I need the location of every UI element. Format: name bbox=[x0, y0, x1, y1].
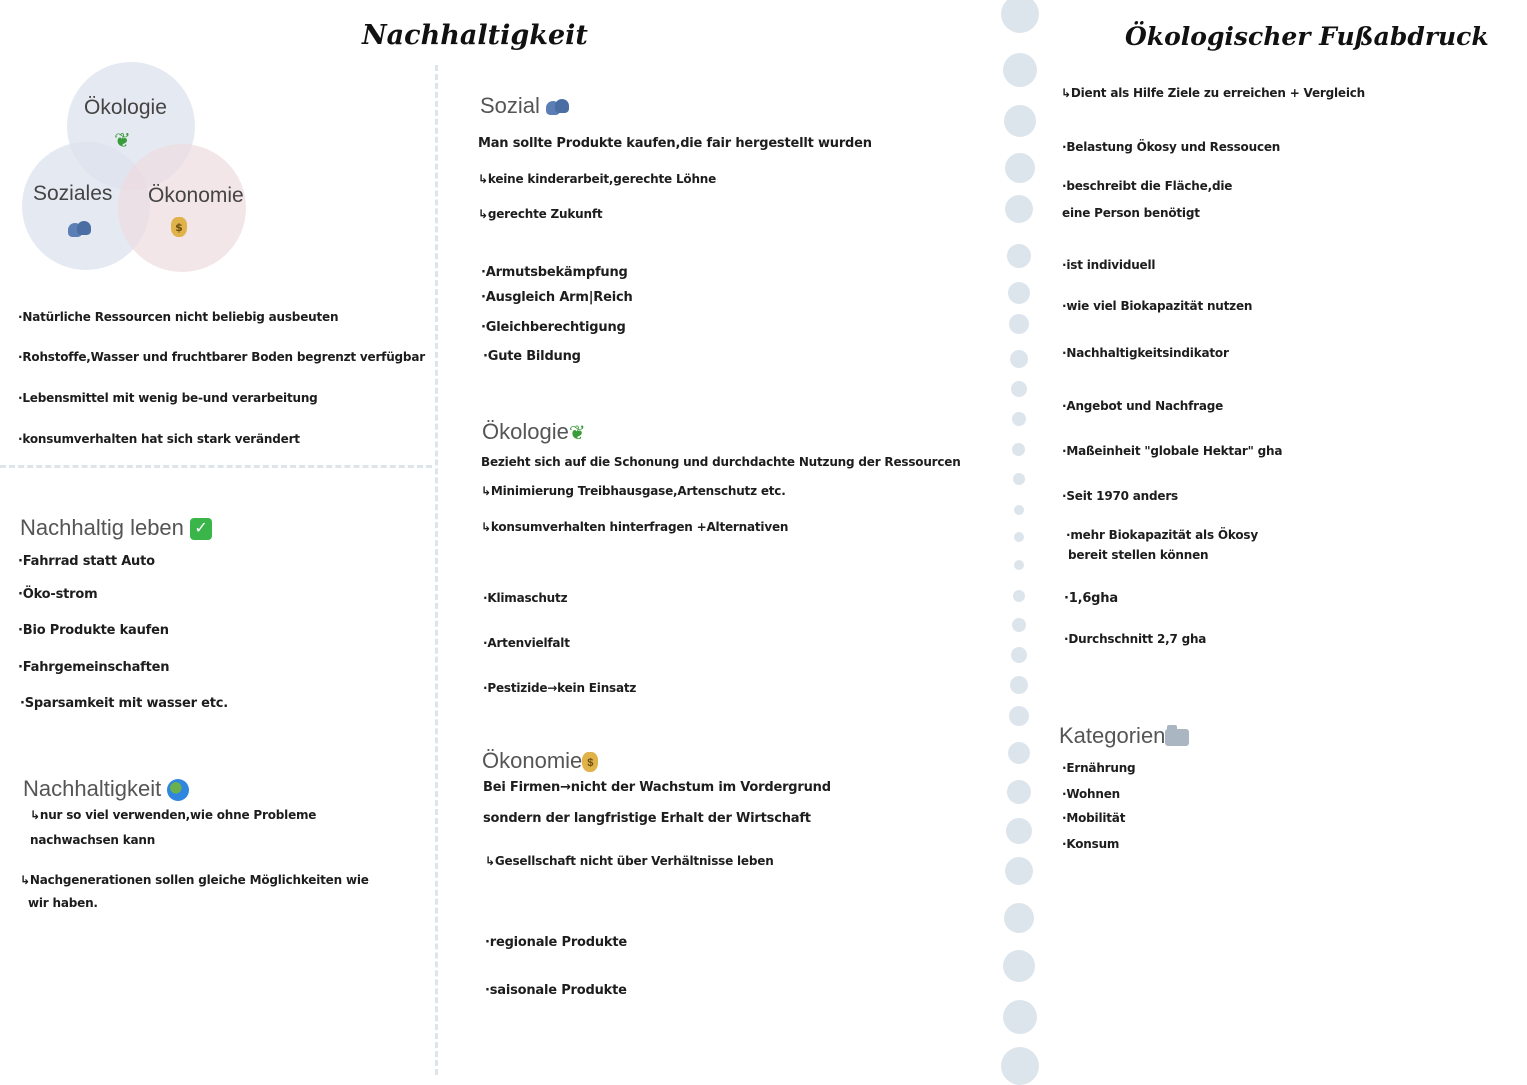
text-line: sondern der langfristige Erhalt der Wirtschaft bbox=[483, 811, 811, 826]
page-title: Nachhaltigkeit bbox=[362, 20, 588, 51]
nachhaltig-leben-heading: Nachhaltig leben ✓ bbox=[20, 515, 212, 541]
text-line: Bezieht sich auf die Schonung und durchdachte Nutzung der Ressourcen bbox=[481, 455, 961, 469]
sprout-icon: ❦ bbox=[568, 422, 586, 445]
text-line: ·Belastung Ökosy und Ressoucen bbox=[1062, 140, 1281, 154]
text-line: ·beschreibt die Fläche,die bbox=[1062, 179, 1233, 193]
list-item: ·regionale Produkte bbox=[485, 935, 627, 950]
footprint-title: Ökologischer Fußabdruck bbox=[1125, 22, 1489, 51]
list-item: ·Sparsamkeit mit wasser etc. bbox=[20, 696, 228, 711]
text-line: Man sollte Produkte kaufen,die fair hergestellt wurden bbox=[478, 136, 872, 151]
bullet-item: ·konsumverhalten hat sich stark verändert bbox=[18, 432, 300, 446]
folder-icon bbox=[1165, 729, 1189, 746]
text-line: ·Durchschnitt 2,7 gha bbox=[1064, 632, 1207, 646]
text-line: Bei Firmen→nicht der Wachstum im Vordergrund bbox=[483, 780, 831, 795]
venn-label-oekologie: Ökologie bbox=[84, 96, 167, 119]
list-item: ·Artenvielfalt bbox=[483, 636, 570, 650]
list-item: ·Fahrgemeinschaften bbox=[18, 660, 170, 675]
definition-line: nachwachsen kann bbox=[30, 833, 156, 847]
binder-dots bbox=[1000, 0, 1042, 1080]
list-item: ·Mobilität bbox=[1062, 811, 1126, 825]
list-item: ·Öko-strom bbox=[18, 587, 98, 602]
venn-label-oekonomie: Ökonomie bbox=[148, 184, 244, 207]
sozial-heading: Sozial bbox=[480, 93, 570, 119]
people-icon bbox=[68, 218, 92, 239]
definition-line: ↳Nachgenerationen sollen gleiche Möglichkeiten wie bbox=[20, 873, 369, 887]
venn-circle-oekonomie bbox=[118, 144, 246, 272]
definition-line: ↳nur so viel verwenden,wie ohne Probleme bbox=[30, 808, 317, 822]
oekonomie-heading: Ökonomie $ bbox=[482, 748, 598, 774]
list-item: ·Klimaschutz bbox=[483, 591, 568, 605]
oekologie-heading: Ökologie❦ bbox=[482, 419, 586, 445]
kategorien-heading: Kategorien bbox=[1059, 723, 1189, 749]
globe-icon bbox=[167, 779, 189, 801]
list-item: ·Fahrrad statt Auto bbox=[18, 554, 155, 569]
people-icon bbox=[546, 99, 570, 115]
text-line: ↳keine kinderarbeit,gerechte Löhne bbox=[478, 172, 717, 186]
text-line: ·Angebot und Nachfrage bbox=[1062, 399, 1224, 413]
text-line: ↳gerechte Zukunft bbox=[478, 207, 603, 221]
text-line: eine Person benötigt bbox=[1062, 206, 1200, 220]
horizontal-divider bbox=[0, 465, 432, 468]
bullet-item: ·Rohstoffe,Wasser und fruchtbarer Boden begrenzt verfügbar bbox=[18, 350, 425, 364]
text-line: ↳konsumverhalten hinterfragen +Alternativen bbox=[481, 520, 789, 534]
bullet-item: ·Natürliche Ressourcen nicht beliebig ausbeuten bbox=[18, 310, 339, 324]
list-item: ·Konsum bbox=[1062, 837, 1120, 851]
venn-diagram bbox=[18, 58, 258, 278]
nachhaltigkeit-heading: Nachhaltigkeit bbox=[23, 776, 189, 802]
list-item: ·Wohnen bbox=[1062, 787, 1120, 801]
list-item: ·Ernährung bbox=[1062, 761, 1136, 775]
text-line: ·mehr Biokapazität als Ökosy bbox=[1066, 528, 1258, 542]
money-bag-icon: $ bbox=[171, 216, 187, 237]
list-item: ·Ausgleich Arm|Reich bbox=[481, 290, 633, 305]
checkmark-icon: ✓ bbox=[190, 518, 212, 540]
text-line: ·wie viel Biokapazität nutzen bbox=[1062, 299, 1253, 313]
bullet-item: ·Lebensmittel mit wenig be-und verarbeitung bbox=[18, 391, 318, 405]
list-item: ·saisonale Produkte bbox=[485, 983, 627, 998]
money-bag-icon: $ bbox=[582, 752, 598, 772]
text-line: ·1,6gha bbox=[1064, 591, 1118, 606]
definition-line: wir haben. bbox=[28, 896, 98, 910]
list-item: ·Pestizide→kein Einsatz bbox=[483, 681, 637, 695]
text-line: bereit stellen können bbox=[1068, 548, 1209, 562]
sprout-icon: ❦ bbox=[114, 128, 131, 152]
text-line: ·Nachhaltigkeitsindikator bbox=[1062, 346, 1229, 360]
intro-line: ↳Dient als Hilfe Ziele zu erreichen + Vergleich bbox=[1061, 86, 1366, 100]
text-line: ↳Minimierung Treibhausgase,Artenschutz etc. bbox=[481, 484, 786, 498]
venn-label-soziales: Soziales bbox=[33, 182, 113, 205]
vertical-divider bbox=[435, 65, 438, 1075]
list-item: ·Gleichberechtigung bbox=[481, 320, 626, 335]
text-line: ·ist individuell bbox=[1062, 258, 1156, 272]
text-line: ·Seit 1970 anders bbox=[1062, 489, 1178, 503]
list-item: ·Gute Bildung bbox=[483, 349, 581, 364]
list-item: ·Armutsbekämpfung bbox=[481, 265, 628, 280]
list-item: ·Bio Produkte kaufen bbox=[18, 623, 169, 638]
text-line: ↳Gesellschaft nicht über Verhältnisse leben bbox=[485, 854, 774, 868]
text-line: ·Maßeinheit "globale Hektar" gha bbox=[1062, 444, 1283, 458]
